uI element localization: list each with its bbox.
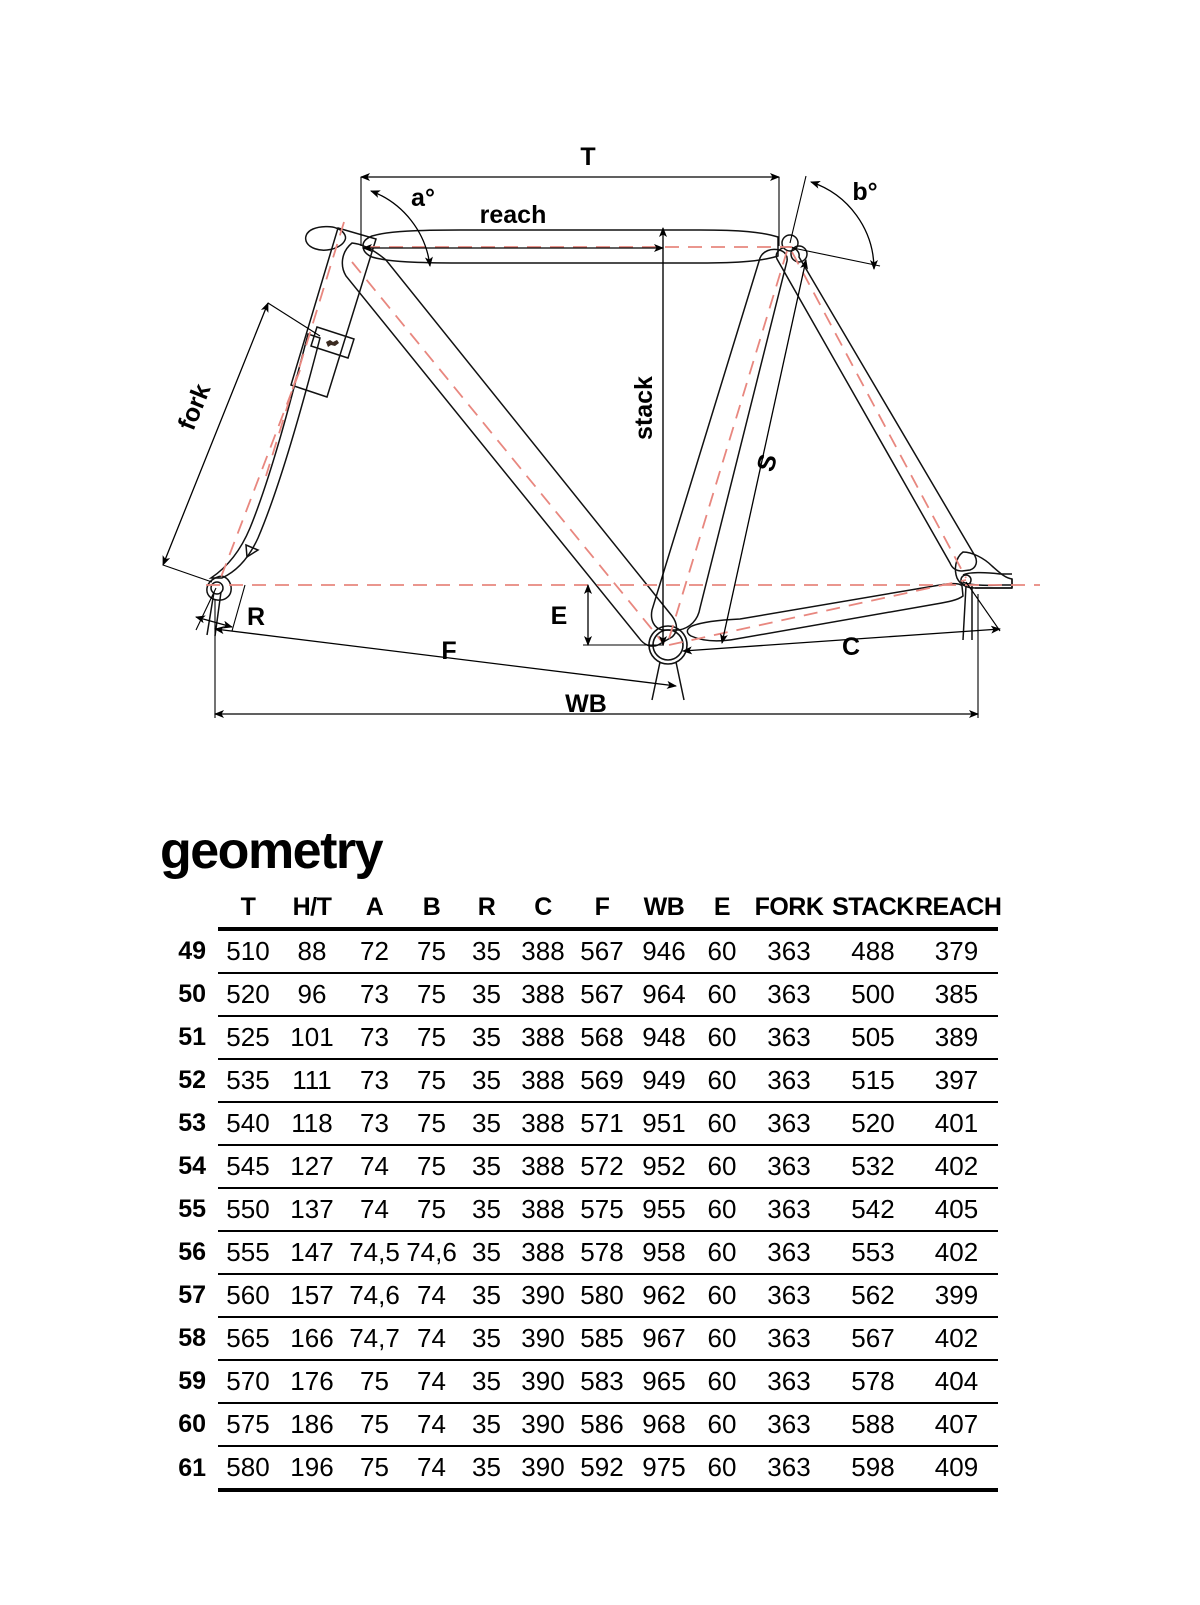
cell-r: 35 (460, 1102, 513, 1145)
cell-f: 586 (573, 1403, 631, 1446)
row-size-label: 49 (178, 936, 206, 965)
dim-line-fork (163, 303, 268, 565)
table-row (160, 1317, 998, 1360)
cell-fork: 363 (747, 1231, 831, 1274)
cell-t: 560 (218, 1274, 278, 1317)
cell-r: 35 (460, 1317, 513, 1360)
cell-e: 60 (697, 1059, 747, 1102)
cell-b: 74 (403, 1446, 460, 1490)
label-top-tube: T (580, 143, 596, 171)
cell-r: 35 (460, 1231, 513, 1274)
cell-r: 35 (460, 1403, 513, 1446)
header-col-WB: WB (643, 893, 685, 921)
dimension-lines (163, 176, 1000, 718)
cell-t: 570 (218, 1360, 278, 1403)
cell-reach: 397 (915, 1059, 998, 1102)
cell-r: 35 (460, 929, 513, 973)
cell-h-t: 196 (278, 1446, 346, 1490)
header-col-F: F (594, 893, 610, 921)
cell-b: 75 (403, 973, 460, 1016)
cell-f: 585 (573, 1317, 631, 1360)
cell-t: 535 (218, 1059, 278, 1102)
cell-t: 555 (218, 1231, 278, 1274)
cell-a: 74,6 (346, 1274, 403, 1317)
cell-r: 35 (460, 973, 513, 1016)
cell-b: 75 (403, 1016, 460, 1059)
cell-fork: 363 (747, 1403, 831, 1446)
header-col-REACH: REACH (915, 893, 1002, 921)
cell-t: 580 (218, 1446, 278, 1490)
cell-reach: 405 (915, 1188, 998, 1231)
cell-f: 578 (573, 1231, 631, 1274)
cell-t: 550 (218, 1188, 278, 1231)
label-front-center: F (441, 637, 457, 665)
cell-stack: 542 (831, 1188, 915, 1231)
cell-f: 568 (573, 1016, 631, 1059)
cell-e: 60 (697, 1016, 747, 1059)
label-stack: stack (630, 376, 658, 440)
cell-h-t: 88 (278, 929, 346, 973)
cell-reach: 402 (915, 1317, 998, 1360)
cell-stack: 598 (831, 1446, 915, 1490)
cell-fork: 363 (747, 1016, 831, 1059)
cell-reach: 401 (915, 1102, 998, 1145)
table-row (160, 973, 998, 1016)
cell-a: 73 (346, 1059, 403, 1102)
row-size-label: 57 (178, 1281, 206, 1309)
cell-r: 35 (460, 1059, 513, 1102)
frame-geometry-diagram (0, 0, 1200, 800)
frame-tubes (207, 227, 1012, 700)
cell-a: 75 (346, 1360, 403, 1403)
cell-e: 60 (697, 929, 747, 973)
cell-a: 73 (346, 1102, 403, 1145)
cell-b: 75 (403, 1145, 460, 1188)
cell-c: 390 (513, 1360, 573, 1403)
table-row (160, 1059, 998, 1102)
header-col-HT: H/T (292, 893, 332, 921)
cell-stack: 520 (831, 1102, 915, 1145)
cell-a: 75 (346, 1446, 403, 1490)
cell-b: 74 (403, 1274, 460, 1317)
cell-wb: 946 (631, 929, 697, 973)
cell-h-t: 127 (278, 1145, 346, 1188)
cell-t: 540 (218, 1102, 278, 1145)
cell-e: 60 (697, 1145, 747, 1188)
row-size-label: 50 (178, 980, 206, 1008)
cell-b: 74 (403, 1360, 460, 1403)
table-header (160, 893, 1002, 929)
label-wheelbase: WB (565, 690, 607, 718)
cell-reach: 379 (915, 929, 998, 973)
cell-wb: 958 (631, 1231, 697, 1274)
cell-fork: 363 (747, 1360, 831, 1403)
cell-a: 74,5 (346, 1231, 403, 1274)
cell-wb: 965 (631, 1360, 697, 1403)
cell-wb: 955 (631, 1188, 697, 1231)
table-row (160, 1403, 998, 1446)
cell-c: 388 (513, 1102, 573, 1145)
cell-e: 60 (697, 1231, 747, 1274)
cell-e: 60 (697, 1446, 747, 1490)
table-row (160, 1274, 998, 1317)
header-size (160, 893, 218, 929)
cell-b: 75 (403, 1188, 460, 1231)
cell-wb: 948 (631, 1016, 697, 1059)
fork-blade (207, 334, 320, 636)
cell-b: 74,6 (403, 1231, 460, 1274)
table-body (160, 929, 998, 1490)
cell-c: 388 (513, 1231, 573, 1274)
cell-c: 388 (513, 1059, 573, 1102)
cell-stack: 588 (831, 1403, 915, 1446)
cell-e: 60 (697, 1317, 747, 1360)
cell-f: 583 (573, 1360, 631, 1403)
row-size-label: 51 (178, 1023, 206, 1051)
cell-fork: 363 (747, 973, 831, 1016)
centerline-head-tube (266, 222, 344, 476)
cell-reach: 399 (915, 1274, 998, 1317)
centerlines (206, 222, 1040, 645)
cell-h-t: 111 (278, 1059, 346, 1102)
table-row (160, 929, 998, 973)
cell-reach: 385 (915, 973, 998, 1016)
cell-wb: 949 (631, 1059, 697, 1102)
cell-h-t: 96 (278, 973, 346, 1016)
cell-fork: 363 (747, 1059, 831, 1102)
cell-r: 35 (460, 1145, 513, 1188)
cell-r: 35 (460, 1360, 513, 1403)
table-row (160, 1145, 998, 1188)
header-col-B: B (422, 893, 441, 921)
table-row (160, 1102, 998, 1145)
cell-stack: 553 (831, 1231, 915, 1274)
geometry-title: geometry (160, 822, 383, 880)
label-fork: fork (172, 379, 217, 435)
cell-b: 75 (403, 1059, 460, 1102)
cell-reach: 409 (915, 1446, 998, 1490)
cell-h-t: 186 (278, 1403, 346, 1446)
centerline-seat-tube (668, 251, 787, 642)
cell-c: 390 (513, 1446, 573, 1490)
cell-reach: 404 (915, 1360, 998, 1403)
cell-wb: 964 (631, 973, 697, 1016)
label-rake: R (246, 603, 266, 631)
cell-stack: 500 (831, 973, 915, 1016)
cell-wb: 952 (631, 1145, 697, 1188)
cell-wb: 951 (631, 1102, 697, 1145)
geometry-table (160, 893, 1002, 1492)
cell-fork: 363 (747, 1446, 831, 1490)
row-size-label: 60 (178, 1410, 206, 1438)
cell-t: 575 (218, 1403, 278, 1446)
header-col-FORK: FORK (754, 893, 824, 921)
geometry-table-block (0, 805, 1200, 1605)
row-size-label: 59 (178, 1367, 206, 1395)
head-tube (291, 227, 376, 397)
cell-c: 388 (513, 973, 573, 1016)
label-bb-drop: E (550, 602, 568, 630)
cell-stack: 562 (831, 1274, 915, 1317)
cell-r: 35 (460, 1016, 513, 1059)
cell-a: 74,7 (346, 1317, 403, 1360)
cell-f: 580 (573, 1274, 631, 1317)
centerline-fork (218, 370, 300, 585)
cell-wb: 962 (631, 1274, 697, 1317)
header-col-R: R (477, 893, 496, 921)
cell-f: 569 (573, 1059, 631, 1102)
row-size-label: 54 (178, 1152, 206, 1180)
cell-wb: 968 (631, 1403, 697, 1446)
centerline-down-tube (352, 262, 664, 644)
cell-e: 60 (697, 1102, 747, 1145)
cell-reach: 402 (915, 1145, 998, 1188)
cell-h-t: 137 (278, 1188, 346, 1231)
cell-h-t: 118 (278, 1102, 346, 1145)
cell-reach: 402 (915, 1231, 998, 1274)
cell-fork: 363 (747, 929, 831, 973)
cell-r: 35 (460, 1188, 513, 1231)
cell-f: 575 (573, 1188, 631, 1231)
header-col-STACK: STACK (832, 893, 914, 921)
cell-b: 75 (403, 929, 460, 973)
cell-f: 567 (573, 973, 631, 1016)
cell-e: 60 (697, 1403, 747, 1446)
cell-stack: 505 (831, 1016, 915, 1059)
table-row (160, 1188, 998, 1231)
cell-wb: 975 (631, 1446, 697, 1490)
cell-c: 390 (513, 1274, 573, 1317)
cell-h-t: 166 (278, 1317, 346, 1360)
cell-e: 60 (697, 1274, 747, 1317)
cell-f: 592 (573, 1446, 631, 1490)
cell-r: 35 (460, 1274, 513, 1317)
cell-t: 520 (218, 973, 278, 1016)
cell-e: 60 (697, 973, 747, 1016)
table-row (160, 1446, 998, 1490)
cell-fork: 363 (747, 1145, 831, 1188)
cell-stack: 567 (831, 1317, 915, 1360)
cell-c: 388 (513, 1188, 573, 1231)
header-col-C: C (534, 893, 552, 921)
cell-t: 525 (218, 1016, 278, 1059)
cell-t: 545 (218, 1145, 278, 1188)
cell-c: 390 (513, 1403, 573, 1446)
row-size-label: 61 (178, 1453, 206, 1482)
cell-c: 388 (513, 1145, 573, 1188)
cell-e: 60 (697, 1360, 747, 1403)
cell-a: 74 (346, 1145, 403, 1188)
cell-a: 75 (346, 1403, 403, 1446)
row-size-label: 53 (178, 1109, 206, 1137)
cell-t: 510 (218, 929, 278, 973)
cell-stack: 515 (831, 1059, 915, 1102)
cell-fork: 363 (747, 1274, 831, 1317)
header-col-E: E (713, 893, 731, 921)
bottom-bracket (649, 626, 687, 700)
cell-reach: 407 (915, 1403, 998, 1446)
cell-a: 73 (346, 1016, 403, 1059)
row-size-label: 55 (178, 1195, 206, 1223)
cell-a: 73 (346, 973, 403, 1016)
cell-b: 74 (403, 1403, 460, 1446)
centerline-chain-stay (669, 580, 966, 645)
cell-h-t: 176 (278, 1360, 346, 1403)
cell-fork: 363 (747, 1102, 831, 1145)
cell-f: 572 (573, 1145, 631, 1188)
cell-fork: 363 (747, 1188, 831, 1231)
row-size-label: 52 (178, 1066, 206, 1094)
cell-c: 388 (513, 929, 573, 973)
row-size-label: 56 (178, 1238, 206, 1266)
label-head-angle: a° (411, 184, 435, 212)
label-seat-angle: b° (852, 178, 878, 206)
header-col-A: A (365, 893, 384, 921)
cell-t: 565 (218, 1317, 278, 1360)
cell-fork: 363 (747, 1317, 831, 1360)
cell-stack: 488 (831, 929, 915, 973)
cell-f: 571 (573, 1102, 631, 1145)
cell-c: 390 (513, 1317, 573, 1360)
table-row (160, 1016, 998, 1059)
cell-h-t: 101 (278, 1016, 346, 1059)
cell-f: 567 (573, 929, 631, 973)
cell-a: 74 (346, 1188, 403, 1231)
header-row (160, 893, 998, 929)
row-size-label: 58 (178, 1324, 206, 1352)
label-seat-tube: S (751, 451, 783, 475)
cell-stack: 532 (831, 1145, 915, 1188)
cell-wb: 967 (631, 1317, 697, 1360)
cell-c: 388 (513, 1016, 573, 1059)
table-row (160, 1360, 998, 1403)
table-row (160, 1231, 998, 1274)
cell-reach: 389 (915, 1016, 998, 1059)
cell-r: 35 (460, 1446, 513, 1490)
cell-b: 75 (403, 1102, 460, 1145)
centerline-seat-stay (792, 252, 966, 578)
label-reach: reach (479, 201, 547, 229)
cell-h-t: 147 (278, 1231, 346, 1274)
cell-b: 74 (403, 1317, 460, 1360)
label-chainstay: C (841, 633, 861, 661)
cell-h-t: 157 (278, 1274, 346, 1317)
cell-stack: 578 (831, 1360, 915, 1403)
header-col-T: T (240, 893, 256, 921)
cell-a: 72 (346, 929, 403, 973)
cell-e: 60 (697, 1188, 747, 1231)
